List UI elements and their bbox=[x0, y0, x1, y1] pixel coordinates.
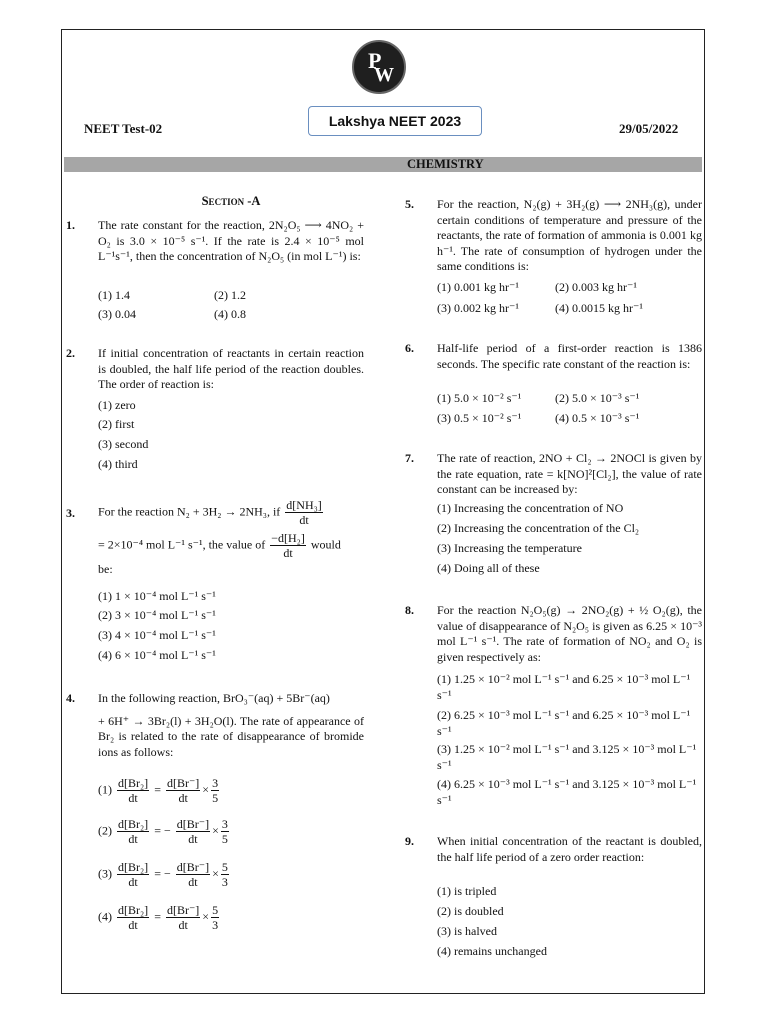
fraction-denominator: dt bbox=[283, 546, 293, 560]
option-label: (1) bbox=[98, 782, 112, 797]
fraction-numerator: d[Br₂] bbox=[118, 860, 149, 874]
question-2 bbox=[66, 346, 364, 393]
option-1[interactable]: (1) is tripled bbox=[437, 884, 497, 898]
question-text: For the reaction N₂O₅(g) → 2NO₂(g) + ½ O₂(g), the value of disappearance of N₂O₅ is given as 6.25 × 10⁻³ mol L⁻¹ s⁻¹. The rate of formation of NO₂ and O₂ is given respectively as: bbox=[437, 603, 702, 664]
fraction-numerator: d[Br₂] bbox=[118, 817, 149, 831]
logo-letter-w: W bbox=[374, 64, 394, 86]
option-2[interactable]: (2) $\frac{\text{d[Br₂]}}{dt}$ = − $\frac{d[Br^-]}{dt}$ × $\frac{3}{5}$ bbox=[98, 817, 228, 846]
question-text: The rate of reaction, 2NO + Cl₂ → 2NOCl is given by the rate equation, rate = k[NO]²[Cl₂], the value of rate constant can be increased by: bbox=[437, 451, 702, 496]
question-9 bbox=[405, 834, 702, 865]
rhs-fraction bbox=[166, 776, 200, 805]
q3-text-1: For the reaction N₂ + 3H₂ → 2NH₃, if bbox=[98, 504, 281, 519]
option-2[interactable]: (2) 5.0 × 10⁻³ s⁻¹ bbox=[555, 391, 640, 405]
option-4[interactable]: (4) 0.8 bbox=[214, 307, 246, 321]
question-number: 5. bbox=[405, 197, 414, 211]
option-3[interactable]: (3) Increasing the temperature bbox=[437, 541, 582, 555]
fraction-numerator: 5 bbox=[221, 860, 228, 874]
fraction-numerator: d[Br⁻] bbox=[176, 860, 210, 874]
question-number: 1. bbox=[66, 218, 75, 232]
option-3[interactable]: (3) 0.5 × 10⁻² s⁻¹ bbox=[437, 411, 522, 425]
option-3[interactable]: (3) is halved bbox=[437, 924, 497, 938]
option-1[interactable]: (1) 0.001 kg hr⁻¹ bbox=[437, 280, 519, 294]
test-date: 29/05/2022 bbox=[619, 121, 679, 136]
option-2[interactable]: (2) 3 × 10⁻⁴ mol L⁻¹ s⁻¹ bbox=[98, 608, 216, 622]
rhs-fraction bbox=[166, 903, 200, 932]
question-text-1: In the following reaction, BrO₃⁻(aq) + 5Br⁻(aq) bbox=[98, 691, 330, 705]
option-2[interactable]: (2) 0.003 kg hr⁻¹ bbox=[555, 280, 637, 294]
multiplier-fraction bbox=[221, 817, 229, 846]
fraction-denominator: dt bbox=[128, 791, 138, 805]
fraction-numerator: d[Br⁻] bbox=[166, 903, 200, 917]
equals-sign: = − bbox=[154, 866, 171, 881]
option-3[interactable]: (3) 0.04 bbox=[98, 307, 136, 321]
option-1[interactable]: (1) 5.0 × 10⁻² s⁻¹ bbox=[437, 391, 522, 405]
q3-fraction-1 bbox=[285, 498, 323, 527]
option-label: (3) bbox=[98, 866, 112, 881]
fraction-denominator: dt bbox=[178, 918, 188, 932]
fraction-numerator: d[Br₂] bbox=[118, 903, 149, 917]
fraction-denominator: dt bbox=[128, 832, 138, 846]
fraction-denominator: dt bbox=[188, 875, 198, 889]
fraction-denominator: dt bbox=[188, 832, 198, 846]
subject-bar bbox=[64, 157, 702, 172]
fraction-denominator: dt bbox=[128, 918, 138, 932]
option-2[interactable]: (2) first bbox=[98, 417, 135, 431]
option-4[interactable]: (4) 0.5 × 10⁻³ s⁻¹ bbox=[555, 411, 640, 425]
option-label: (2) bbox=[98, 823, 112, 838]
fraction-numerator: 5 bbox=[212, 903, 219, 917]
question-number: 8. bbox=[405, 603, 414, 617]
question-6 bbox=[405, 341, 702, 372]
equals-sign: = − bbox=[154, 823, 171, 838]
rhs-fraction bbox=[176, 860, 210, 889]
option-2[interactable]: (2) is doubled bbox=[437, 904, 504, 918]
question-number: 4. bbox=[66, 691, 75, 705]
rhs-fraction bbox=[176, 817, 210, 846]
question-1 bbox=[66, 218, 364, 265]
option-1[interactable]: (1) $\frac{\text{d[Br₂]}}{dt}$ = $\frac{d[Br^-]}{dt}$ × $\frac{3}{5}$ bbox=[98, 776, 219, 805]
option-4[interactable]: (4) 0.0015 kg hr⁻¹ bbox=[555, 301, 643, 315]
fraction-denominator: dt bbox=[299, 513, 309, 527]
logo-letter-p: P bbox=[368, 48, 382, 73]
question-8 bbox=[405, 603, 702, 665]
test-label: NEET Test-02 bbox=[84, 121, 163, 136]
question-4 bbox=[66, 691, 364, 760]
fraction-denominator: 5 bbox=[221, 832, 228, 846]
option-4[interactable]: (4) 6.25 × 10⁻³ mol L⁻¹ s⁻¹ and 3.125 × 10⁻³ mol L⁻¹ s⁻¹ bbox=[437, 777, 697, 807]
question-text: Half-life period of a first-order reaction is 1386 seconds. The specific rate constant of the reaction is: bbox=[437, 341, 702, 371]
question-number: 9. bbox=[405, 834, 414, 848]
question-text: When initial concentration of the reactant is doubled, the half life period of a zero order reaction: bbox=[437, 834, 702, 864]
question-text: The rate constant for the reaction, 2N₂O₅ ⟶ 4NO₂ + O₂ is 3.0 × 10⁻⁵ s⁻¹. If the rate is 2.4 × 10⁻⁵ mol L⁻¹s⁻¹, then the concentration of N₂O₅ (in mol L⁻¹) is: bbox=[98, 218, 364, 263]
question-5 bbox=[405, 197, 702, 275]
equals-sign: = bbox=[154, 909, 161, 924]
option-3[interactable]: (3) 1.25 × 10⁻² mol L⁻¹ s⁻¹ and 3.125 × 10⁻³ mol L⁻¹ s⁻¹ bbox=[437, 742, 697, 772]
option-4[interactable]: (4) third bbox=[98, 457, 138, 471]
question-7 bbox=[405, 451, 702, 498]
option-1[interactable]: (1) 1.4 bbox=[98, 288, 130, 302]
question-number: 2. bbox=[66, 346, 75, 360]
fraction-denominator: dt bbox=[128, 875, 138, 889]
question-number: 6. bbox=[405, 341, 414, 355]
fraction-numerator: 3 bbox=[212, 776, 219, 790]
lhs-fraction bbox=[117, 817, 149, 846]
option-3[interactable]: (3) 0.002 kg hr⁻¹ bbox=[437, 301, 519, 315]
fraction-numerator: 3 bbox=[221, 817, 228, 831]
option-1[interactable]: (1) 1.25 × 10⁻² mol L⁻¹ s⁻¹ and 6.25 × 10⁻³ mol L⁻¹ s⁻¹ bbox=[437, 672, 691, 702]
option-1[interactable]: (1) zero bbox=[98, 398, 136, 412]
question-line-2 bbox=[98, 531, 364, 560]
fraction-numerator: d[Br⁻] bbox=[166, 776, 200, 790]
subject-title: CHEMISTRY bbox=[407, 157, 484, 171]
q3-text-2-end: would bbox=[310, 537, 341, 552]
fraction-numerator: −d[H₂] bbox=[271, 531, 305, 545]
section-heading: Section -A bbox=[201, 194, 261, 208]
equals-sign: = bbox=[154, 782, 161, 797]
option-4[interactable]: (4) Doing all of these bbox=[437, 561, 540, 575]
question-number: 3. bbox=[66, 506, 75, 520]
question-3 bbox=[66, 498, 364, 578]
fraction-numerator: d[Br₂] bbox=[118, 776, 149, 790]
option-3[interactable]: (3) second bbox=[98, 437, 149, 451]
option-3[interactable]: (3) $\frac{\text{d[Br₂]}}{dt}$ = − $\frac{d[Br^-]}{dt}$ × $\frac{5}{3}$ bbox=[98, 860, 228, 889]
option-1[interactable]: (1) 1 × 10⁻⁴ mol L⁻¹ s⁻¹ bbox=[98, 589, 216, 603]
q3-fraction-2 bbox=[270, 531, 306, 560]
option-1[interactable]: (1) Increasing the concentration of NO bbox=[437, 501, 624, 515]
fraction-numerator: d[NH₃] bbox=[286, 498, 322, 512]
lhs-fraction bbox=[117, 776, 149, 805]
option-2[interactable]: (2) 1.2 bbox=[214, 288, 246, 302]
option-label: (4) bbox=[98, 909, 112, 924]
option-2[interactable]: (2) Increasing the concentration of the Cl₂ bbox=[437, 521, 640, 535]
question-text: For the reaction, N₂(g) + 3H₂(g) ⟶ 2NH₃(g), under certain conditions of temperature and pressure of the reactants, the rate of formation of ammonia is 0.001 kg h⁻¹. The rate of consumption of hydrogen under the same conditions is: bbox=[437, 197, 702, 273]
multiplier-fraction bbox=[211, 903, 219, 932]
lhs-fraction bbox=[117, 860, 149, 889]
option-3[interactable]: (3) 4 × 10⁻⁴ mol L⁻¹ s⁻¹ bbox=[98, 628, 216, 642]
multiplier-fraction bbox=[221, 860, 229, 889]
question-line-1 bbox=[98, 498, 364, 527]
q3-text-2: = 2×10⁻⁴ mol L⁻¹ s⁻¹, the value of bbox=[98, 537, 266, 552]
question-line-3: be: bbox=[98, 562, 113, 576]
fraction-denominator: 5 bbox=[212, 791, 219, 805]
fraction-denominator: dt bbox=[178, 791, 188, 805]
fraction-denominator: 3 bbox=[221, 875, 228, 889]
test-title: Lakshya NEET 2023 bbox=[308, 106, 482, 136]
question-text: If initial concentration of reactants in certain reaction is doubled, the half life period of the reaction doubles. The order of reaction is: bbox=[98, 346, 364, 391]
lhs-fraction bbox=[117, 903, 149, 932]
option-4[interactable]: (4) remains unchanged bbox=[437, 944, 547, 958]
multiplier-fraction bbox=[211, 776, 219, 805]
question-text-2: + 6H⁺ → 3Br₂(l) + 3H₂O(l). The rate of appearance of Br₂ is related to the rate of disappearance of bromide ions as follows: bbox=[98, 713, 364, 759]
question-number: 7. bbox=[405, 451, 414, 465]
fraction-numerator: d[Br⁻] bbox=[176, 817, 210, 831]
option-2[interactable]: (2) 6.25 × 10⁻³ mol L⁻¹ s⁻¹ and 6.25 × 10⁻³ mol L⁻¹ s⁻¹ bbox=[437, 708, 691, 738]
pw-logo bbox=[352, 40, 406, 94]
fraction-denominator: 3 bbox=[212, 918, 219, 932]
option-4[interactable]: (4) $\frac{\text{d[Br₂]}}{dt}$ = $\frac{d[Br^-]}{dt}$ × $\frac{5}{3}$ bbox=[98, 903, 219, 932]
left-column bbox=[98, 194, 364, 210]
option-4[interactable]: (4) 6 × 10⁻⁴ mol L⁻¹ s⁻¹ bbox=[98, 648, 216, 662]
